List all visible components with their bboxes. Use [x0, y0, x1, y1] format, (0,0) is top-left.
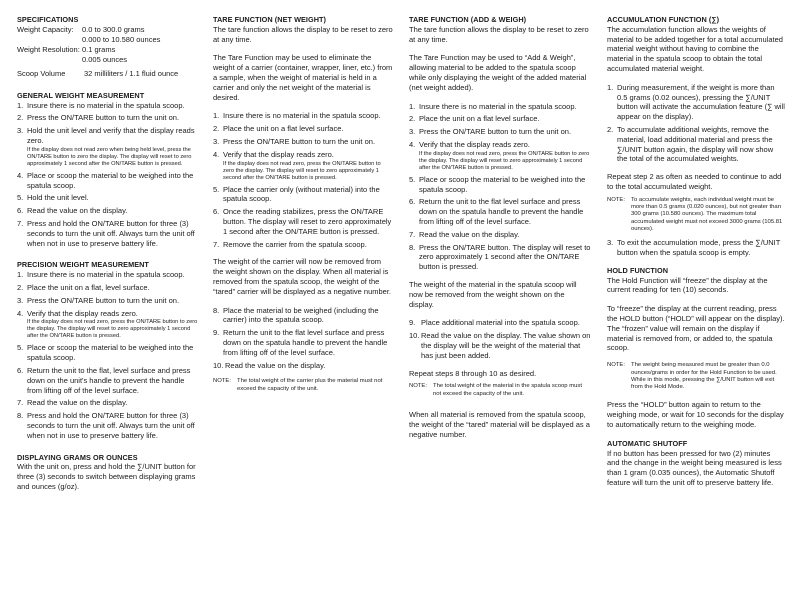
- spec-value: 0.1 grams: [82, 45, 116, 55]
- precision-measurement-heading: PRECISION WEIGHT MEASUREMENT: [17, 260, 149, 270]
- list-item: 1. Insure there is no material in the spatula scoop.: [17, 100, 185, 110]
- list-item: 3. Press the ON/TARE button to turn the unit on.: [213, 136, 376, 146]
- tare-net-intro: The tare function allows the display to be reset to zero at any time.: [213, 24, 393, 44]
- column-2: [213, 15, 393, 393]
- step-small-note: If the display does not read zero, press the ON/TARE button to zero the display. The display will reset to zero approximately 1 second after the ON/TARE button is pressed.: [223, 160, 381, 181]
- tare-add-paragraph-2: The weight of the material in the spatula scoop will now be removed from the weight shown on the display.: [409, 279, 577, 309]
- tare-net-heading: TARE FUNCTION (NET WEIGHT): [213, 15, 327, 24]
- step-small-note: If the display does not read zero, press the ON/TARE button to zero the display. The display will reset to zero approximately 1 second after the ON/TARE button is pressed.: [419, 150, 590, 171]
- tare-net-note: [213, 378, 393, 393]
- list-item: 7. Read the value on the display.: [409, 229, 520, 239]
- list-item: 1. Insure there is no material in the spatula scoop.: [213, 111, 381, 121]
- tare-add-paragraph: The Tare Function may be used to “Add & Weigh”, allowing material to be added to the spatula scoop while only displaying the weight of the added material (net weight added).: [409, 53, 587, 92]
- tare-net-steps-a: [213, 111, 393, 249]
- list-item: 4. Verify that the display reads zero. If the display does not read zero, press the ON/TARE button to zero the display. The display will reset to zero approximately 1 second after the ON/TARE button is pressed.: [213, 150, 393, 182]
- list-item: 7. Press and hold the ON/TARE button for three (3) seconds to turn the unit off. Always turn the unit off when not in use to preserve battery life.: [17, 218, 195, 248]
- hold-intro: The Hold Function will “freeze” the display at the current reading for ten (10) seconds.: [607, 275, 768, 295]
- list-item: 6. Return the unit to the flat, level surface and press down on the unit's handle to prevent the handle from lifting off of the level surface.: [17, 365, 191, 395]
- spec-weight-capacity: [17, 25, 199, 45]
- automatic-shutoff-text: If no button has been pressed for two (2) minutes and the change in the weight being measured is less than 1 gram (0.035 ounces), the Automatic Shutoff feature will turn the unit off to preserve battery life.: [607, 448, 782, 487]
- list-item: 5. Place the carrier only (without material) into the spatula scoop.: [213, 184, 380, 204]
- list-item: 3. Press the ON/TARE button to turn the unit on.: [409, 127, 572, 137]
- tare-add-intro: The tare function allows the display to be reset to zero at any time.: [409, 24, 589, 44]
- list-item: 8. Place the material to be weighed (including the carrier) into the spatula scoop.: [213, 305, 379, 325]
- specifications-list: [17, 25, 199, 79]
- tare-add-heading: TARE FUNCTION (ADD & WEIGH): [409, 15, 527, 24]
- tare-add-paragraph-3: When all material is removed from the spatula scoop, the weight of the “tared” material will be displayed as a negative number.: [409, 409, 590, 439]
- list-item: 6. Once the reading stabilizes, press the ON/TARE button. The display will reset to zero approximately 1 second after the ON/TARE button is pressed.: [213, 207, 392, 236]
- column-3: [409, 15, 591, 439]
- spec-weight-resolution: [17, 45, 199, 65]
- spec-value: 32 milliliters / 1.1 fluid ounce: [84, 68, 179, 78]
- hold-note: [607, 362, 785, 391]
- accumulation-repeat: Repeat step 2 as often as needed to continue to add to the total accumulated weight.: [607, 172, 782, 191]
- list-item: 10. Read the value on the display. The value shown on the display will be the weight of the material that has just been added.: [409, 331, 591, 360]
- list-item: 1. During measurement, if the weight is more than 0.5 grams (0.02 ounces), pressing the ∑/UNIT button will activate the accumulation feature (∑ will appear on the display).: [607, 82, 785, 122]
- tare-add-steps-a: [409, 102, 591, 272]
- accumulation-steps: [607, 83, 785, 164]
- list-item: 7. Remove the carrier from the spatula scoop.: [213, 239, 367, 249]
- list-item: 4. Verify that the display reads zero. If the display does not read zero, press the ON/TARE button to zero the display. The display will reset to zero approximately 1 second after the ON/TARE button is pressed.: [409, 139, 590, 171]
- note-label: NOTE:: [607, 362, 625, 369]
- list-item: 4. Place or scoop the material to be weighed into the spatula scoop.: [17, 170, 194, 190]
- tare-add-note: [409, 383, 591, 398]
- tare-net-paragraph: The Tare Function may be used to eliminate the weight of a carrier (container, wrapper, liner, etc.) from a sample, when the weight of material is held in a carrier and only the net weight of the material is desired.: [213, 53, 393, 102]
- list-item: 2. Place the unit on a flat level surface.: [409, 114, 540, 124]
- list-item: 3. To exit the accumulation mode, press the ∑/UNIT button when the spatula scoop is empty.: [607, 238, 781, 258]
- column-4: [607, 15, 785, 488]
- accumulation-heading: ACCUMULATION FUNCTION (∑): [607, 15, 720, 24]
- accumulation-text: The accumulation function allows the weights of material to be added together for a total accumulated material weight without having to combine the material in the spatula scoop to obtain the total accumulated material weight.: [607, 24, 783, 73]
- hold-function-heading: HOLD FUNCTION: [607, 265, 669, 275]
- list-item: 2. To accumulate additional weights, remove the material, load additional material and press the ∑/UNIT button again, the display will now show the total of the accumulated weights.: [607, 124, 774, 164]
- list-item: 3. Press the ON/TARE button to turn the unit on.: [17, 295, 180, 305]
- general-measurement-heading: GENERAL WEIGHT MEASUREMENT: [17, 90, 145, 100]
- grams-ounces-heading: DISPLAYING GRAMS OR OUNCES: [17, 452, 138, 462]
- list-item: 10. Read the value on the display.: [213, 360, 326, 370]
- list-item: 8. Press the ON/TARE button. The display will reset to zero approximately 1 second after the ON/TARE button is pressed.: [409, 242, 591, 272]
- spec-scoop-volume: [17, 69, 199, 79]
- list-item: 6. Return the unit to the flat level surface and press down on the spatula handle to prevent the handle from lifting off of the level surface.: [409, 197, 584, 226]
- precision-steps-list: [17, 270, 199, 440]
- list-item: 5. Place or scoop the material to be weighed into the spatula scoop.: [409, 174, 586, 194]
- hold-paragraph-2: Press the “HOLD” button again to return to the weighing mode, or wait for 10 seconds for the display to automatically return to the weighing mode.: [607, 400, 784, 429]
- list-item: 5. Place or scoop the material to be weighed into the spatula scoop.: [17, 343, 194, 363]
- spec-label: Weight Capacity:: [17, 24, 74, 34]
- list-item: 1. Insure there is no material in the spatula scoop.: [409, 101, 577, 111]
- spec-label: Weight Resolution:: [17, 45, 80, 55]
- list-item: 4. Verify that the display reads zero. If the display does not read zero, press the ON/TARE button to zero the display. The display will reset to zero approximately 1 second after the ON/TARE button is pressed.: [17, 308, 198, 340]
- note-text: The total weight of the carrier plus the material must not exceed the capacity of the unit.: [237, 378, 383, 392]
- list-item: 5. Hold the unit level.: [17, 193, 89, 203]
- note-text: To accumulate weights, each individual weight must be more than 0.5 grams (0.020 ounces), but not greater than 300 grams (10.580 ounces). The maximum total accumulated weight must not exceed 3000 grams (105.81 ounces).: [631, 196, 783, 232]
- tare-add-repeat: Repeat steps 8 through 10 as desired.: [409, 368, 537, 378]
- step-small-note: If the display does not read zero when being held level, press the ON/TARE button to zero the display. The display will reset to zero approximately 1 second after the ON/TARE button is pressed.: [27, 146, 192, 167]
- general-steps-list: [17, 101, 199, 249]
- list-item: 8. Press and hold the ON/TARE button for three (3) seconds to turn the unit off. Always turn the unit off when not in use to preserve battery life.: [17, 411, 195, 440]
- note-text: The weight being measured must be greater than 0.0 ounces/grams in order for the Hold Function to be used. While in this mode, pressing the ∑/UNIT button will exit from the Hold Mode.: [631, 362, 777, 391]
- spec-value: 0.0 to 300.0 grams: [82, 24, 145, 34]
- spec-label: Scoop Volume: [17, 68, 66, 78]
- grams-ounces-text: With the unit on, press and hold the ∑/UNIT button for three (3) seconds to switch between displaying grams and ounces (g/oz).: [17, 462, 196, 491]
- note-label: NOTE:: [607, 196, 625, 203]
- list-item: 2. Place the unit on a flat level surface.: [213, 124, 344, 134]
- accumulation-note: [607, 197, 785, 233]
- list-item: 1. Insure there is no material in the spatula scoop.: [17, 270, 185, 280]
- column-1: [17, 15, 199, 492]
- note-label: NOTE:: [213, 378, 231, 385]
- list-item: 9. Return the unit to the flat level surface and press down on the spatula handle to prevent the handle from lifting off of the level surface.: [213, 328, 388, 357]
- specifications-heading: SPECIFICATIONS: [17, 15, 79, 24]
- tare-add-steps-b: [409, 318, 591, 360]
- list-item: 2. Press the ON/TARE button to turn the unit on.: [17, 113, 180, 123]
- note-text: The total weight of the material in the spatula scoop must not exceed the capacity of the unit.: [433, 383, 582, 397]
- hold-paragraph: To “freeze” the display at the current reading, press the HOLD button (“HOLD” will appear on the display). The “frozen” value will remain on the display if material is removed from, or added to, the spatula scoop.: [607, 304, 785, 353]
- list-item: 7. Read the value on the display.: [17, 398, 128, 408]
- note-label: NOTE:: [409, 383, 427, 390]
- automatic-shutoff-heading: AUTOMATIC SHUTOFF: [607, 438, 688, 448]
- list-item: 9. Place additional material into the spatula scoop.: [409, 318, 580, 328]
- step-small-note: If the display does not read zero, press the ON/TARE button to zero the display. The display will reset to zero approximately 1 second after the ON/TARE button is pressed.: [27, 319, 198, 340]
- accumulation-steps-b: [607, 238, 785, 258]
- spec-value: 0.000 to 10.580 ounces: [82, 34, 161, 44]
- list-item: 6. Read the value on the display.: [17, 206, 128, 216]
- list-item: 3. Hold the unit level and verify that the display reads zero. If the display does not read zero when being held level, press the ON/TARE button to zero the display. The display will reset to zero approximately 1 second after the ON/TARE button is pressed.: [17, 126, 199, 168]
- tare-net-steps-b: [213, 306, 393, 371]
- list-item: 2. Place the unit on a flat, level surface.: [17, 282, 150, 292]
- tare-net-paragraph-2: The weight of the carrier will now be removed from the weight shown on the display. When all material is removed from the spatula scoop, the weight of the “tared” carrier will be displayed as a negative number.: [213, 257, 392, 296]
- spec-value: 0.005 ounces: [82, 55, 128, 65]
